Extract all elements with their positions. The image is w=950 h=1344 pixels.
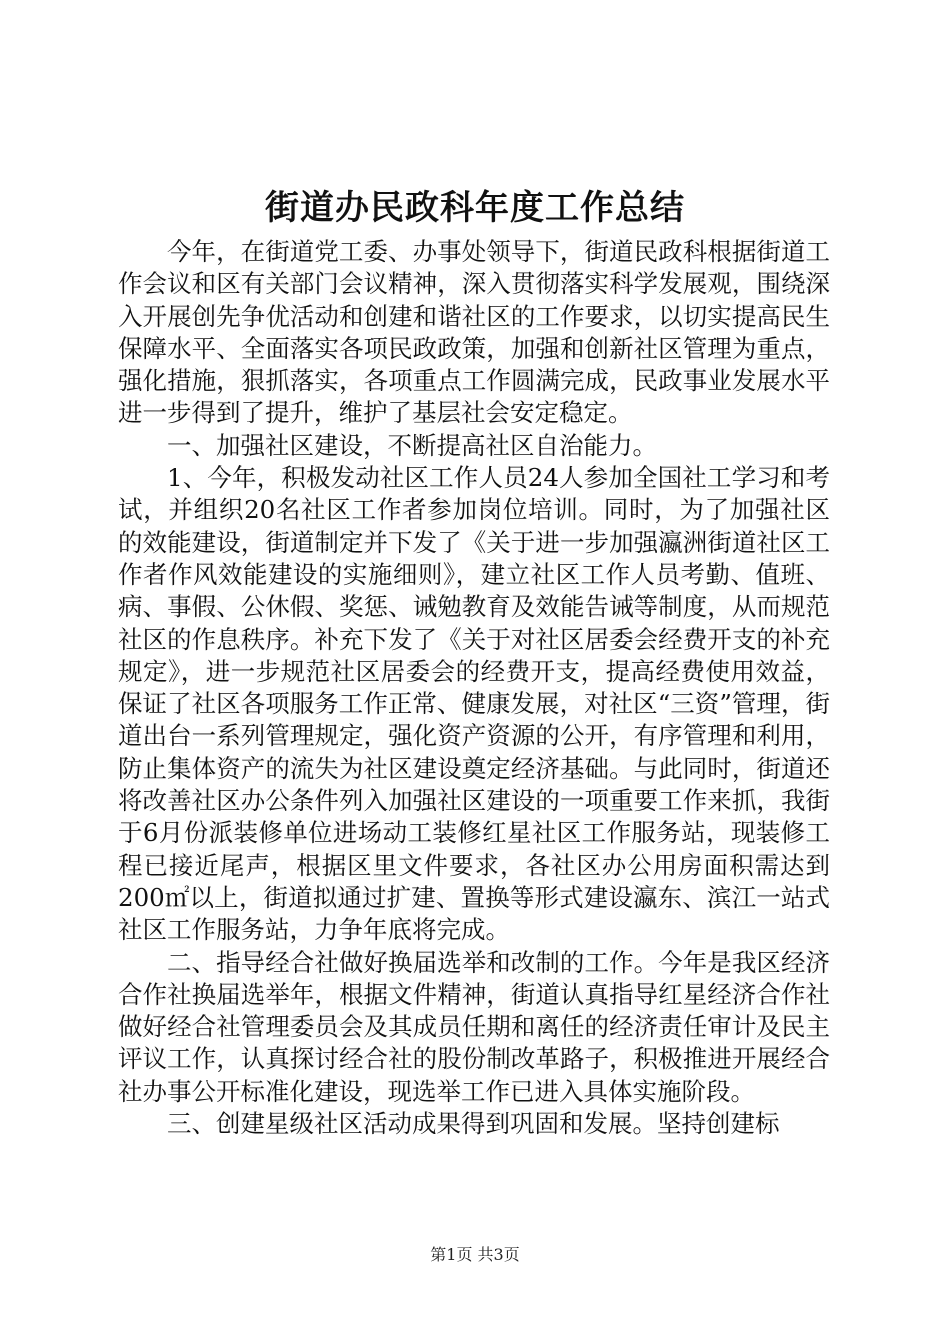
document-title: 街道办民政科年度工作总结 <box>265 188 685 228</box>
section-1-item-1-paragraph: 1、今年，积极发动社区工作人员24人参加全国社工学习和考试，并组织20名社区工作者参加岗位培训。同时，为了加强社区的效能建设，街道制定并下发了《关于进一步加强瀛洲街道社区工作者作风效能建设的实施细则》，建立社区工作人员考勤、值班、病、事假、公休假、奖惩、诫勉教育及效能告诫等制度，从而规范社区的作息秩序。补充下发了《关于对社区居委会经费开支的补充规定》，进一步规范社区居委会的经费开支，提高经费使用效益，保证了社区各项服务工作正常、健康发展，对社区“三资”管理，街道出台一系列管理规定，强化资产资源的公开，有序管理和利用，防止集体资产的流失为社区建设奠定经济基础。与此同时，街道还将改善社区办公条件列入加强社区建设的一项重要工作来抓，我街于6月份派装修单位进场动工装修红星社区工作服务站，现装修工程已接近尾声，根据区里文件要求，各社区办公用房面积需达到200㎡以上，街道拟通过扩建、置换等形式建设瀛东、滨江一站式社区工作服务站，力争年底将完成。 <box>118 463 830 945</box>
section-3-paragraph: 三、创建星级社区活动成果得到巩固和发展。坚持创建标 <box>167 1109 780 1139</box>
section-heading-1: 一、加强社区建设，不断提高社区自治能力。 <box>167 430 657 460</box>
intro-paragraph: 今年，在街道党工委、办事处领导下，街道民政科根据街道工作会议和区有关部门会议精神，深入贯彻落实科学发展观，围绕深入开展创先争优活动和创建和谐社区的工作要求，以切实提高民生保障水平、全面落实各项民政政策，加强和创新社区管理为重点，强化措施，狠抓落实，各项重点工作圆满完成，民政事业发展水平进一步得到了提升，维护了基层社会安定稳定。 <box>118 237 830 428</box>
section-2-paragraph: 二、指导经合社做好换届选举和改制的工作。今年是我区经济合作社换届选举年，根据文件精神，街道认真指导红星经济合作社做好经合社管理委员会及其成员任期和离任的经济责任审计及民主评议工作，认真探讨经合社的股份制改革路子，积极推进开展经合社办事公开标准化建设，现选举工作已进入具体实施阶段。 <box>118 947 830 1106</box>
page-number-footer: 第1页 共3页 <box>430 1245 520 1264</box>
document-body <box>118 236 830 1140</box>
